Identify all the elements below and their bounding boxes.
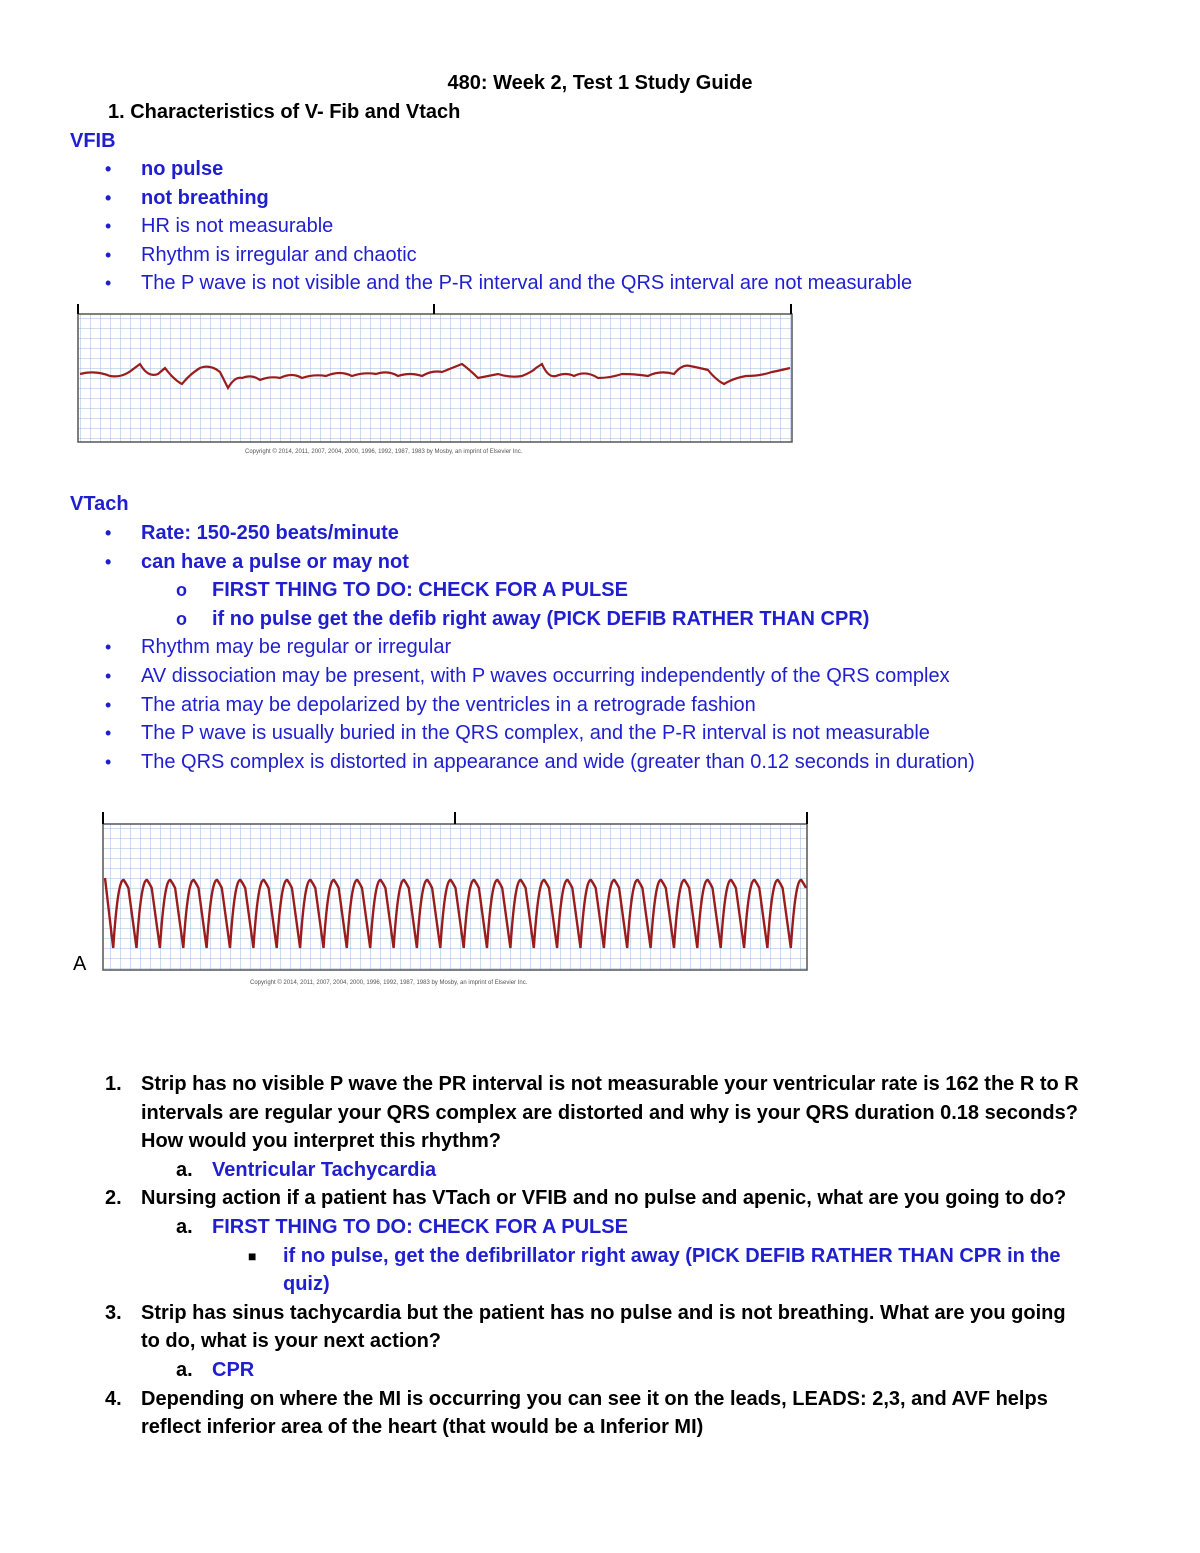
list-item: • The P wave is not visible and the P-R interval and the QRS interval are not measurable: [105, 272, 913, 295]
vtach-bullet-list: [0, 519, 975, 776]
list-item: • The QRS complex is distorted in appearance and wide (greater than 0.12 seconds in duration): [105, 750, 975, 773]
answer-text: Ventricular Tachycardia: [212, 1158, 437, 1181]
list-item: • no pulse: [105, 158, 224, 180]
vfib-ecg-strip: [70, 298, 800, 458]
vtach-label: VTach: [70, 493, 129, 515]
list-item: • The P wave is usually buried in the QRS complex, and the P-R interval is not measurable: [105, 722, 930, 745]
list-item: o FIRST THING TO DO: CHECK FOR A PULSE: [176, 579, 628, 602]
list-item: • The atria may be depolarized by the ventricles in a retrograde fashion: [105, 693, 756, 716]
strip-label: A: [73, 953, 87, 975]
section-heading: 1. Characteristics of V- Fib and Vtach: [108, 101, 461, 123]
ecg-grid: [78, 314, 792, 442]
question-item: 2. Nursing action if a patient has VTach or VFIB and no pulse and apenic, what are you going to do? a. FIRST THING TO DO: CHECK FOR A PULSE ■ if no pulse, get the defibrillator right away (PICK DEFIB RATHER THAN CPR in the quiz): [105, 1187, 1067, 1296]
list-item: • AV dissociation may be present, with P waves occurring independently of the QRS complex: [105, 664, 950, 687]
list-item: • Rate: 150-250 beats/minute: [105, 522, 399, 544]
question-list: [0, 1070, 1093, 1442]
answer-text: CPR: [212, 1358, 255, 1381]
question-item: 3. Strip has sinus tachycardia but the patient has no pulse and is not breathing. What are you going to do, what is your next action? a. CPR: [105, 1301, 1066, 1381]
list-item: • can have a pulse or may not: [105, 550, 409, 573]
list-item: • Rhythm may be regular or irregular: [105, 636, 452, 659]
answer-text: FIRST THING TO DO: CHECK FOR A PULSE: [212, 1215, 628, 1238]
question-item: 4. Depending on where the MI is occurring you can see it on the leads, LEADS: 2,3, and AVF helps reflect inferior area of the heart (that would be a Inferior MI): [105, 1387, 1048, 1439]
answer-text: if no pulse, get the defibrillator right away (PICK DEFIB RATHER THAN CPR in the quiz): [283, 1244, 1061, 1296]
vfib-copyright: Copyright © 2014, 2011, 2007, 2004, 2000, 1996, 1992, 1987, 1983 by Mosby, an imprint of Elsevier Inc.: [245, 449, 523, 455]
list-item: • HR is not measurable: [105, 215, 334, 238]
vfib-label: VFIB: [70, 130, 116, 152]
list-item: • not breathing: [105, 186, 269, 209]
list-item: • Rhythm is irregular and chaotic: [105, 243, 417, 266]
vfib-bullet-list: [0, 155, 912, 298]
vtach-copyright: Copyright © 2014, 2011, 2007, 2004, 2000, 1996, 1992, 1987, 1983 by Mosby, an imprint of Elsevier Inc.: [250, 980, 528, 986]
page-title: 480: Week 2, Test 1 Study Guide: [447, 72, 753, 94]
list-item: o if no pulse get the defib right away (PICK DEFIB RATHER THAN CPR): [176, 607, 870, 630]
question-item: 1. Strip has no visible P wave the PR interval is not measurable your ventricular rate is 162 the R to R intervals are regular your QRS complex are distorted and why is your QRS duration 0.18 seconds? How would you interpret this rhythm? a. Ventricular Tachycardia: [105, 1073, 1079, 1181]
vtach-ecg-strip: [70, 808, 815, 990]
